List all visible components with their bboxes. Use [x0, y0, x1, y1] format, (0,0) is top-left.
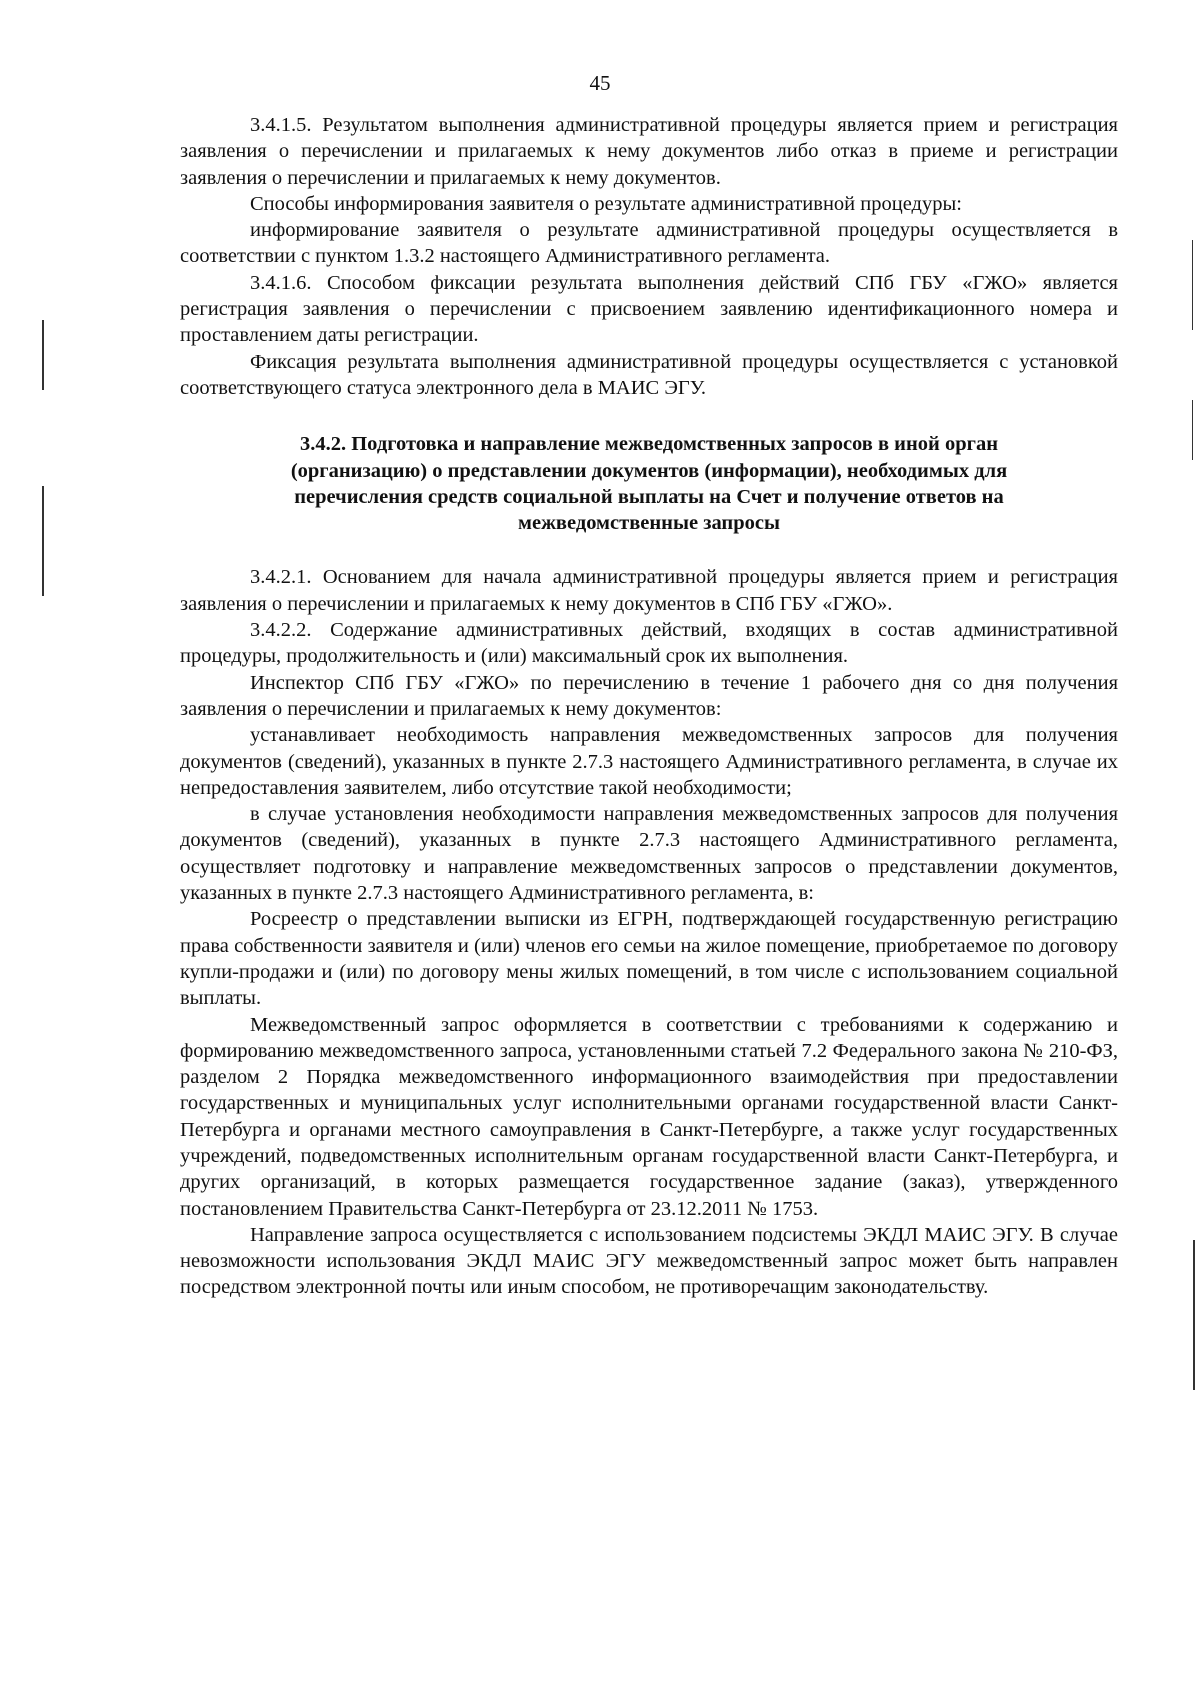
paragraph-3-4-2-1: 3.4.2.1. Основанием для начала административной процедуры является прием и регистрация заявления о перечислении и прилагаемых к нему документов в СПб ГБУ «ГЖО».	[180, 566, 1118, 615]
paragraph-rosreestr: Росреестр о представлении выписки из ЕГРН, подтверждающей государственную регистрацию права собственности заявителя и (или) членов его семьи на жилое помещение, приобретаемое по договору купли-продажи и (или) по договору мены жилых помещений, в том числе с использованием социальной выплаты.	[180, 908, 1118, 1010]
paragraph-request-sending: Направление запроса осуществляется с использованием подсистемы ЭКДЛ МАИС ЭГУ. В случае невозможности использования ЭКДЛ МАИС ЭГУ межведомственный запрос может быть направлен посредством электронной почты или иным способом, не противоречащим законодательству.	[180, 1223, 1118, 1299]
section-heading-3-4-2: 3.4.2. Подготовка и направление межведомственных запросов в иной орган (организацию) о представлении документов (информации), необходимых для перечисления средств социальной выплаты на Счет и получение ответов на межведомственные запросы	[290, 433, 1008, 535]
paragraph-determines-necessity: устанавливает необходимость направления межведомственных запросов для получения документов (сведений), указанных в пункте 2.7.3 настоящего Административного регламента, в случае их непредоставления заявителем, либо отсутствие такой необходимости;	[180, 724, 1118, 799]
scan-mark-right-1	[1192, 240, 1193, 330]
paragraph-inspector: Инспектор СПб ГБУ «ГЖО» по перечислению в течение 1 рабочего дня со дня получения заявления о перечислении и прилагаемых к нему документов:	[180, 671, 1118, 720]
scan-mark-right-3	[1193, 1240, 1195, 1390]
document-body	[180, 112, 1118, 1301]
paragraph-informing-methods: Способы информирования заявителя о результате административной процедуры:	[250, 192, 962, 215]
paragraph-3-4-1-5: 3.4.1.5. Результатом выполнения административной процедуры является прием и регистрация заявления о перечислении и прилагаемых к нему документов либо отказ в приеме и регистрации заявления о перечислении и прилагаемых к нему документов.	[180, 114, 1118, 189]
scan-mark-right-2	[1192, 400, 1193, 460]
paragraph-result-fixation: Фиксация результата выполнения административной процедуры осуществляется с установкой соответствующего статуса электронного дела в МАИС ЭГУ.	[180, 350, 1118, 399]
paragraph-informing-applicant: информирование заявителя о результате административной процедуры осуществляется в соответствии с пунктом 1.3.2 настоящего Административного регламента.	[180, 219, 1118, 268]
paragraph-3-4-2-2: 3.4.2.2. Содержание административных действий, входящих в состав административной процедуры, продолжительность и (или) максимальный срок их выполнения.	[180, 619, 1118, 668]
scan-mark-left-2	[42, 486, 44, 596]
paragraph-3-4-1-6: 3.4.1.6. Способом фиксации результата выполнения действий СПб ГБУ «ГЖО» является регистрация заявления о перечислении с присвоением заявлению идентификационного номера и проставлением даты регистрации.	[180, 271, 1118, 347]
paragraph-request-formation: Межведомственный запрос оформляется в соответствии с требованиями к содержанию и формированию межведомственного запроса, установленными статьей 7.2 Федерального закона № 210-ФЗ, разделом 2 Порядка межведомственного информационного взаимодействия при предоставлении государственных и муниципальных услуг исполнительными органами государственной власти Санкт-Петербурга и органами местного самоуправления в Санкт-Петербурге, а также услуг государственных учреждений, подведомственных исполнительным органам государственной власти Санкт-Петербурга, и других организаций, в которых размещается государственное задание (заказ), утвержденного постановлением Правительства Санкт-Петербурга от 23.12.2011 № 1753.	[180, 1013, 1118, 1220]
paragraph-prepares-requests: в случае установления необходимости направления межведомственных запросов для получения документов (сведений), указанных в пункте 2.7.3 настоящего Административного регламента, осуществляет подготовку и направление межведомственных запросов о представлении документов, указанных в пункте 2.7.3 настоящего Административного регламента, в:	[180, 803, 1118, 905]
page-number: 45	[589, 71, 611, 95]
scan-mark-left-1	[42, 320, 44, 390]
